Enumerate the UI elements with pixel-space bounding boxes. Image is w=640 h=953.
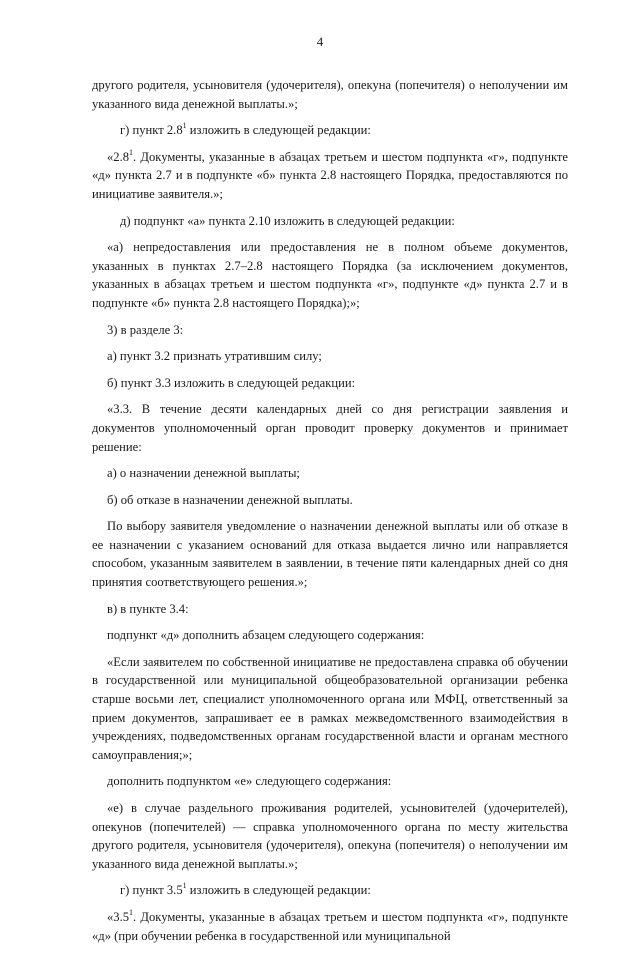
superscript-marker: 1 [129,907,134,917]
paragraph-p03 [92,148,568,204]
document-body [92,76,568,953]
paragraph-text-before: «2.8 [107,149,130,164]
paragraph-p18 [92,881,568,900]
paragraph-p11: б) об отказе в назначении денежной выплаты. [107,492,353,507]
paragraph-p09: «3.3. В течение десяти календарных дней со дня регистрации заявления и документов уполномоченный орган проводит проверку документов и принимает решение: [92,402,568,454]
paragraph-text-before: «3.5 [107,909,130,924]
superscript-marker: 1 [129,147,134,157]
paragraph-p15: «Если заявителем по собственной инициативе не предоставлена справка об обучении в государственной или муниципальной общеобразовательной организации ребенка старше восьми лет, специалист уполномоченного органа или МФЦ, ответственный за прием документов, запрашивает ее в рамках межведомственного взаимодействия в учреждениях, подведомственных органам государственной власти и органам местного самоуправления;»; [92,654,568,762]
paragraph-p05: «а) непредоставления или предоставления не в полном объеме документов, указанных в пунктах 2.7–2.8 настоящего Порядка (за исключением документов, указанных в абзацах третьем и шестом подпункта «г», подпункте «д» пункта 2.7 и в подпункте «б» пункта 2.8 настоящего Порядка);»; [92,240,568,310]
paragraph-p02 [92,121,568,140]
paragraph-p10: а) о назначении денежной выплаты; [107,466,300,481]
paragraph-p19 [92,908,568,945]
superscript-marker: 1 [182,121,187,130]
page-number: 4 [316,34,324,49]
paragraph-p12: По выбору заявителя уведомление о назначении денежной выплаты или об отказе в ее назначении с указанием оснований для отказа выдается лично или направляется способом, указанным заявителем в заявлении, в течение пяти календарных дней со дня принятия соответствующего решения.»; [92,519,568,590]
superscript-marker: 1 [182,881,187,891]
paragraph-p01: другого родителя, усыновителя (удочерителя), опекуна (попечителя) о неполучении им указанного вида денежной выплаты.»; [92,78,568,111]
paragraph-text-after: . Документы, указанные в абзацах третьем и шестом подпункта «г», подпункте «д» (при обучении ребенка в государственной или муниципальной [92,909,568,943]
paragraph-text-after: изложить в следующей редакции: [186,123,371,138]
paragraph-p17: «е) в случае раздельного проживания родителей, усыновителей (удочерителей), опекунов (попечителей) — справка уполномоченного органа по месту жительства другого родителя, усыновителя (удочерителя), опекуна (попечителя) о неполучении им указанного вида денежной выплаты.»; [92,801,568,871]
paragraph-text-before: г) пункт 2.8 [120,123,183,138]
paragraph-text-after: . Документы, указанные в абзацах третьем и шестом подпункта «г», подпункте «д» пункта 2.7 и в подпункте «б» пункта 2.8 настоящего Порядка, предоставляются по инициативе заявителя.»; [92,149,568,201]
paragraph-p04: д) подпункт «а» пункта 2.10 изложить в следующей редакции: [120,213,455,228]
paragraph-text-before: г) пункт 3.5 [120,883,183,898]
paragraph-p06: 3) в разделе 3: [107,322,184,337]
paragraph-p16: дополнить подпунктом «е» следующего содержания: [107,774,392,789]
paragraph-p13: в) в пункте 3.4: [107,601,189,616]
paragraph-p14: подпункт «д» дополнить абзацем следующего содержания: [107,628,425,643]
paragraph-p07: а) пункт 3.2 признать утратившим силу; [107,349,322,364]
paragraph-text-after: изложить в следующей редакции: [186,883,371,898]
paragraph-p08: б) пункт 3.3 изложить в следующей редакции: [107,375,356,390]
